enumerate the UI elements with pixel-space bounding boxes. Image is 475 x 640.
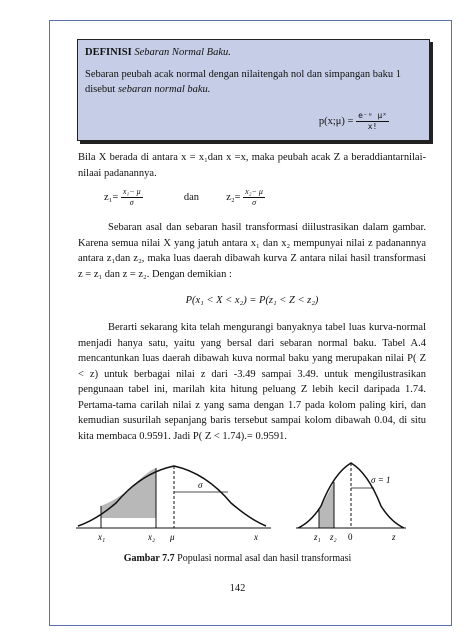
definition-title: Sebaran Normal Baku.	[134, 47, 231, 58]
figure-caption	[0, 553, 475, 564]
label-x2: x₂	[148, 532, 156, 542]
z2-numerator: x₂− μ	[245, 187, 263, 196]
label-z2: z₂	[330, 532, 337, 542]
z1-numerator: x₁− μ	[122, 187, 141, 196]
z1-lhs: z₁=	[104, 191, 119, 203]
definition-box	[77, 39, 430, 141]
definition-heading	[85, 45, 422, 60]
label-zero: 0	[348, 532, 353, 542]
definition-text: Sebaran peubah acak normal dengan nilaitengah nol dan simpangan baku 1 disebut	[85, 69, 402, 95]
figure-right	[296, 463, 406, 542]
z-and: dan	[183, 191, 200, 203]
poisson-formula	[319, 111, 389, 132]
caption-label: Gambar 7.7	[123, 553, 175, 564]
label-x1: x₁	[98, 532, 106, 542]
z1-fraction	[121, 187, 143, 208]
figures	[76, 448, 406, 548]
page-number: 142	[229, 583, 246, 594]
label-z1: z₁	[314, 532, 321, 542]
label-sigma: σ	[198, 480, 203, 490]
label-sigma-1: σ = 1	[371, 475, 391, 485]
label-mu: μ	[170, 532, 175, 542]
formula-lhs: p(x;μ) =	[318, 115, 354, 127]
caption-text: Populasi normal asal dan hasil transformasi	[174, 553, 352, 564]
z-formula-row	[104, 187, 265, 208]
formula-fraction	[356, 111, 389, 132]
definition-body	[85, 67, 422, 97]
z2-denominator: σ	[252, 198, 257, 207]
normal-curves-figure	[76, 448, 406, 543]
probability-equation: P(x₁ < X < x₂) = P(z₁ < Z < z₂)	[185, 295, 319, 306]
z2-lhs: z₂=	[226, 191, 241, 203]
definition-term: sebaran normal baku.	[117, 84, 211, 95]
z2-fraction	[243, 187, 265, 208]
formula-numerator: e⁻ᵘ μˣ	[358, 111, 387, 120]
formula-denominator: x!	[367, 122, 378, 131]
paragraph-1: Bila X berada di antara x = x₁dan x =x, maka peubah acak Z a beraddiantarnilai-nilaai padanannya.	[78, 152, 426, 179]
definition-label: DEFINISI	[85, 47, 132, 58]
paragraph-3: Berarti sekarang kita telah mengurangi banyaknya tabel luas kurva-normal menjadi hanya satu, yaitu yang bersal dari sebaran normal baku. Tabel A.4 mencantunkan luas daerah dibawah kuva normal baku yang merupakan nilai P( Z < z) untuk berbagai nilai z dari -3.49 sampai 3.49. untuk mengilustrasikan pengunaan tabel ini, marilah kita hitung peluang Z lebih kecil daripada 1.74. Pertama-tama carilah nilai z yang sama dengan 1.7 pada kolom paling kiri, dan kemudian susurilah sepanjang baris tersebut sampai kolom dibawah 0.04, di situ kita membaca 0.9591. Jadi P( Z < 1.74).= 0.9591.	[78, 322, 426, 442]
label-z: z	[392, 532, 396, 542]
figure-left	[76, 466, 271, 542]
paragraph-2: Sebaran asal dan sebaran hasil transformasi diilustrasikan dalam gambar. Karena semua nilai X yang jatuh antara x₁ dan x₂ mempunyai nilai z padanannya antara z₁dan z₂, maka luas daerah dibawah kurva Z antara nilai hasil transformasi z = z₁ dan z = z₂. Dengan demikian :	[78, 222, 426, 280]
label-x: x	[254, 532, 258, 542]
z1-denominator: σ	[129, 198, 134, 207]
